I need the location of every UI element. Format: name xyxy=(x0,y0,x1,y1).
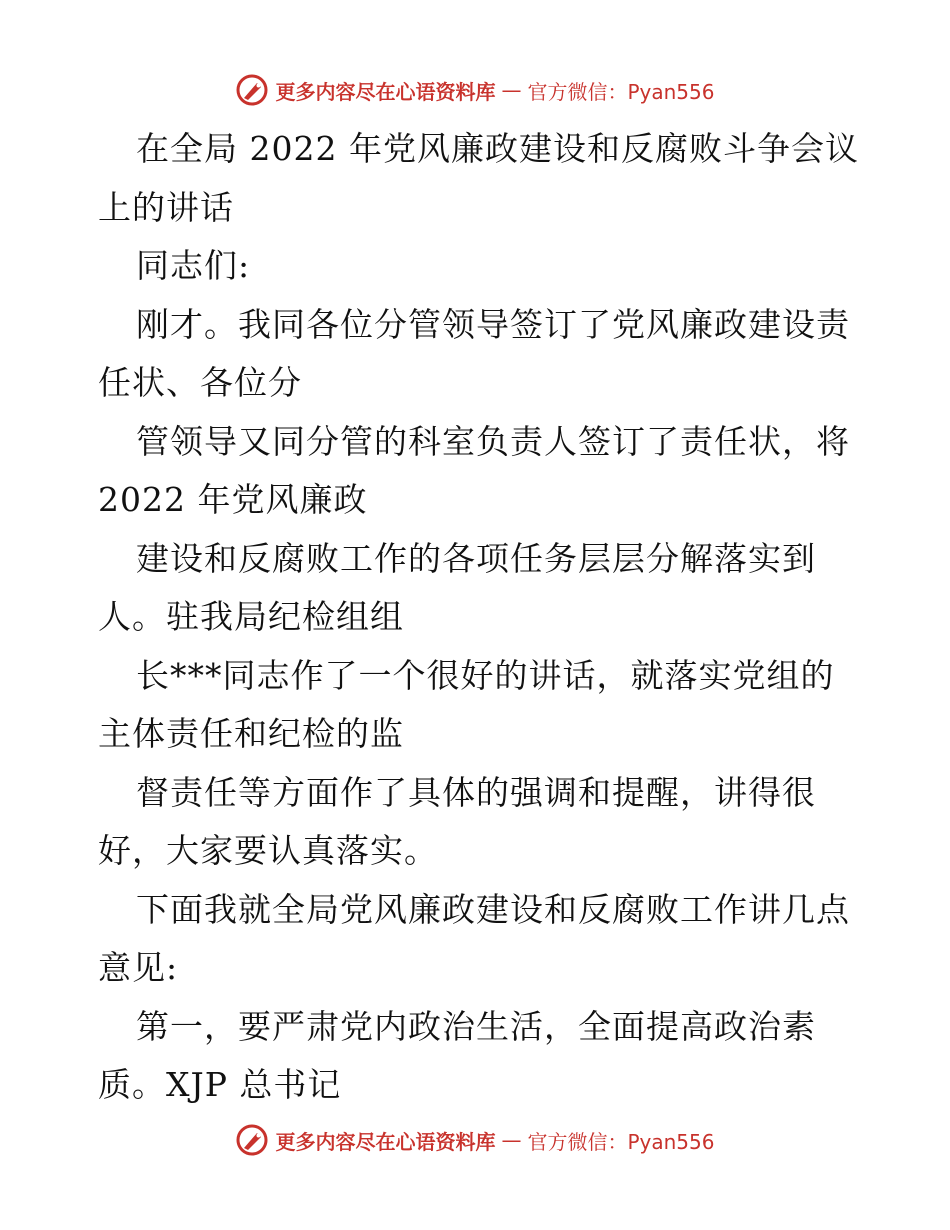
paragraph-line: 任状、各位分 xyxy=(98,363,302,402)
document-body xyxy=(98,120,858,1115)
header-watermark xyxy=(0,70,950,110)
paragraph-line: 刚才。我同各位分管领导签订了党风廉政建设责 xyxy=(136,304,850,344)
paragraph-line: 质。XJP 总书记 xyxy=(98,1065,342,1104)
title-line-2: 上的讲话 xyxy=(98,187,234,227)
paragraph-line: 长***同志作了一个很好的讲话，就落实党组的 xyxy=(136,655,835,695)
watermark-brand: 更多内容尽在心语资料库 xyxy=(275,1129,496,1154)
pen-nib-logo-icon xyxy=(235,1123,269,1157)
pen-nib-logo-icon xyxy=(235,73,269,107)
watermark-separator: — xyxy=(501,1128,522,1152)
paragraph-line: 下面我就全局党风廉政建设和反腐败工作讲几点 xyxy=(136,889,850,929)
paragraph-line: 督责任等方面作了具体的强调和提醒，讲得很 xyxy=(136,772,816,812)
paragraph-line: 第一，要严肃党内政治生活，全面提高政治素 xyxy=(136,1006,816,1046)
paragraph-line: 主体责任和纪检的监 xyxy=(98,714,404,753)
paragraph-line: 好，大家要认真落实。 xyxy=(98,831,438,870)
paragraph-line: 人。驻我局纪检组组 xyxy=(98,597,404,636)
watermark-separator: — xyxy=(501,78,522,102)
watermark-wechat: 官方微信：Pyan556 xyxy=(527,79,715,104)
paragraph-line: 建设和反腐败工作的各项任务层层分解落实到 xyxy=(136,538,816,578)
title-line-1: 在全局 2022 年党风廉政建设和反腐败斗争会议 xyxy=(136,129,859,168)
paragraph-line: 2022 年党风廉政 xyxy=(98,480,368,519)
paragraph-line: 意见: xyxy=(98,948,179,987)
footer-watermark xyxy=(0,1120,950,1160)
watermark-brand: 更多内容尽在心语资料库 xyxy=(275,79,496,104)
paragraph-line: 管领导又同分管的科室负责人签订了责任状，将 xyxy=(136,421,850,461)
watermark-wechat: 官方微信：Pyan556 xyxy=(527,1129,715,1154)
salutation: 同志们: xyxy=(136,246,251,285)
